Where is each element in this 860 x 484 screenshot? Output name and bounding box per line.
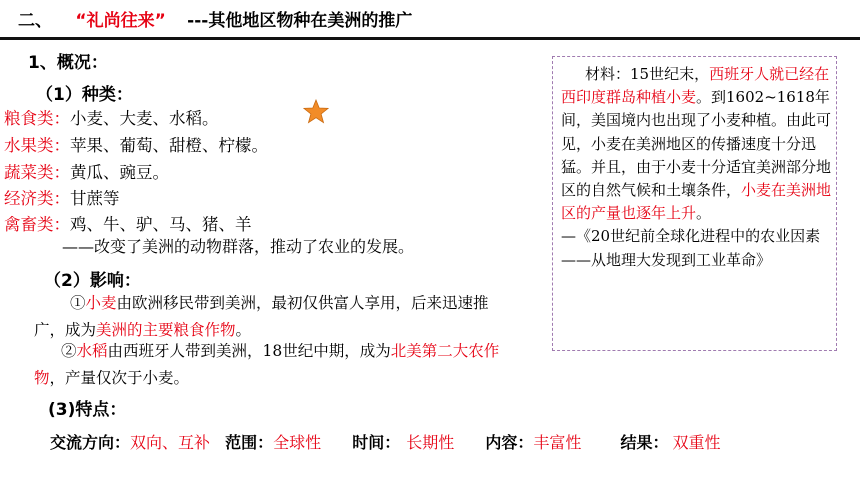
influence-paragraph-rice (34, 338, 514, 392)
feature-key: 交流方向： (50, 433, 131, 452)
material-source: —《20世纪前全球化进程中的农业因素——从地理大发现到工业革命》 (561, 227, 821, 269)
overview-heading: 1、概况： (28, 53, 108, 73)
category-items: 甘蔗等 (70, 189, 120, 208)
title-subtitle: ---其他地区物种在美洲的推广 (187, 11, 413, 31)
feature-value: 双向、互补 (130, 433, 211, 452)
influence-heading: （2）影响： (44, 271, 141, 291)
types-note: ——改变了美洲的动物群落，推动了农业的发展。 (62, 237, 415, 256)
features-heading: (3)特点： (48, 400, 127, 420)
title-bar (0, 2, 860, 42)
title-underline (0, 37, 860, 40)
category-items: 鸡、牛、驴、马、猪、羊 (70, 215, 252, 234)
category-label: 禽畜类： (4, 215, 70, 234)
page-title (18, 6, 412, 31)
highlight-result: 北美第二大农作物 (34, 342, 500, 387)
category-items: 苹果、葡萄、甜橙、柠檬。 (70, 136, 268, 155)
paragraph-text: 由西班牙人带到美洲，18世纪中期，成为 (107, 342, 391, 360)
material-intro: 材料：15世纪末， (585, 65, 710, 83)
feature-value: 全球性 (273, 433, 322, 452)
paragraph-text: 。 (235, 321, 252, 339)
feature-key: 结果： (620, 433, 669, 452)
category-items: 小麦、大麦、水稻。 (70, 109, 219, 128)
category-grain (4, 105, 219, 129)
highlight-result: 美洲的主要粮食作物 (96, 321, 236, 339)
category-items: 黄瓜、豌豆。 (70, 163, 169, 182)
category-label: 蔬菜类： (4, 163, 70, 182)
material-highlight: 小麦在美洲地区的产量也逐年上升 (561, 181, 832, 223)
paragraph-text: ，产量仅次于小麦。 (49, 369, 190, 387)
material-end: 。 (696, 204, 712, 223)
title-quote: “礼尚往来” (75, 11, 166, 31)
feature-value: 双重性 (672, 433, 721, 452)
material-box (552, 56, 837, 351)
feature-key: 时间： (352, 433, 401, 452)
category-label: 水果类： (4, 136, 70, 155)
paragraph-text: 由欧洲移民带到美洲，最初仅供富人享用，后来迅速推广，成为 (34, 294, 489, 339)
feature-value: 长期性 (406, 433, 455, 452)
category-label: 粮食类： (4, 109, 70, 128)
star-icon (303, 99, 329, 124)
types-heading: （1）种类： (36, 85, 133, 105)
category-label: 经济类： (4, 189, 70, 208)
item-marker: ② (61, 342, 77, 360)
category-economic (4, 185, 120, 209)
highlight-crop: 小麦 (85, 294, 117, 312)
category-fruit (4, 132, 268, 156)
section-number: 二、 (18, 11, 52, 31)
highlight-crop: 水稻 (76, 342, 108, 360)
material-highlight: 西班牙人就已经在西印度群岛种植小麦 (561, 65, 830, 107)
material-body: 。到1602~1618年间，美国境内也出现了小麦种植。由此可见，小麦在美洲地区的传播速度十分迅猛。并且，由于小麦十分适宜美洲部分地区的自然气候和土壤条件， (561, 88, 832, 200)
features-summary (50, 430, 721, 453)
category-vegetable (4, 159, 169, 183)
feature-key: 内容： (485, 433, 534, 452)
item-marker: ① (70, 294, 86, 312)
material-text (561, 63, 833, 272)
influence-paragraph-wheat (34, 290, 514, 344)
feature-key: 范围： (225, 433, 274, 452)
category-livestock (4, 211, 252, 235)
feature-value: 丰富性 (533, 433, 582, 452)
